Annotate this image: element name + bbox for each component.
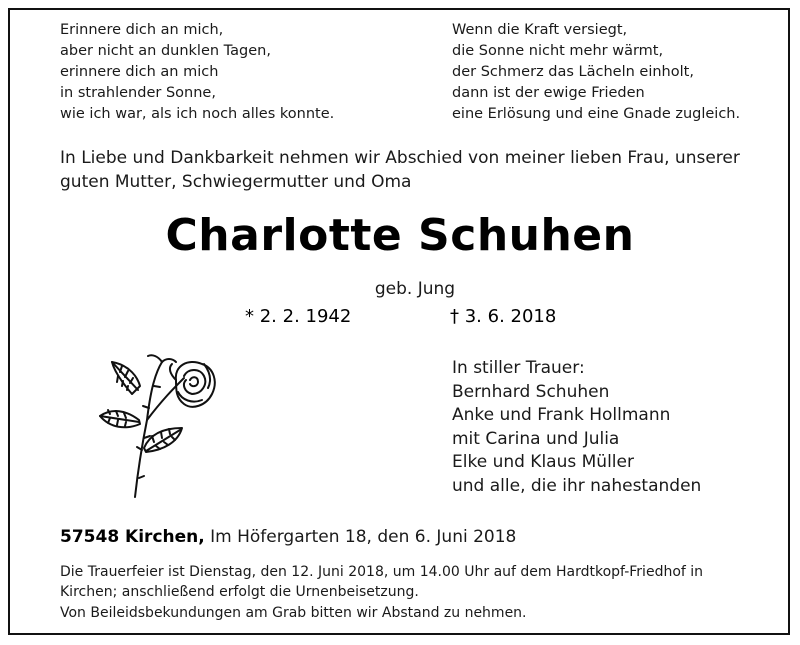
- poem-line: der Schmerz das Lächeln einholt,: [452, 64, 694, 80]
- mourners-heading: In stiller Trauer:: [452, 358, 585, 378]
- poem-right: [452, 20, 740, 125]
- poem-line: erinnere dich an mich: [60, 64, 219, 80]
- place-line: [60, 527, 516, 547]
- poem-line: in strahlender Sonne,: [60, 85, 216, 101]
- details-line: Kirchen; anschließend erfolgt die Urnenbeisetzung.: [60, 584, 419, 600]
- mourners-block: [452, 357, 701, 498]
- death-date: † 3. 6. 2018: [450, 306, 557, 327]
- condolence-note: Von Beileidsbekundungen am Grab bitten wir Abstand zu nehmen.: [60, 605, 527, 621]
- poem-line: Wenn die Kraft versiegt,: [452, 22, 628, 38]
- poem-line: eine Erlösung und eine Gnade zugleich.: [452, 106, 741, 122]
- poem-line: aber nicht an dunklen Tagen,: [60, 43, 271, 59]
- place-address: Im Höfergarten 18, den 6. Juni 2018: [210, 527, 517, 547]
- mourner-name: mit Carina und Julia: [452, 428, 620, 449]
- deceased-name: Charlotte Schuhen: [165, 210, 635, 261]
- details-line: Die Trauerfeier ist Dienstag, den 12. Juni 2018, um 14.00 Uhr auf dem Hardtkopf-Friedhof in: [60, 564, 704, 580]
- place-city: 57548 Kirchen,: [60, 527, 205, 547]
- maiden-name: geb. Jung: [374, 279, 456, 299]
- intro-text: [60, 146, 750, 194]
- poem-line: dann ist der ewige Frieden: [452, 85, 645, 101]
- poem-line: die Sonne nicht mehr wärmt,: [452, 43, 664, 59]
- funeral-details: [60, 562, 703, 602]
- poem-line: Erinnere dich an mich,: [60, 22, 224, 38]
- intro-line: guten Mutter, Schwiegermutter und Oma: [60, 172, 412, 192]
- mourner-name: und alle, die ihr nahestanden: [452, 475, 702, 496]
- poem-left: [60, 20, 334, 125]
- mourner-name: Bernhard Schuhen: [452, 381, 610, 402]
- mourner-name: Elke und Klaus Müller: [452, 452, 634, 472]
- intro-line: In Liebe und Dankbarkeit nehmen wir Abschied von meiner lieben Frau, unserer: [60, 148, 740, 168]
- rose-icon: [92, 350, 227, 500]
- poem-line: wie ich war, als ich noch alles konnte.: [60, 106, 335, 122]
- birth-date: * 2. 2. 1942: [245, 306, 352, 327]
- mourner-name: Anke und Frank Hollmann: [452, 405, 671, 425]
